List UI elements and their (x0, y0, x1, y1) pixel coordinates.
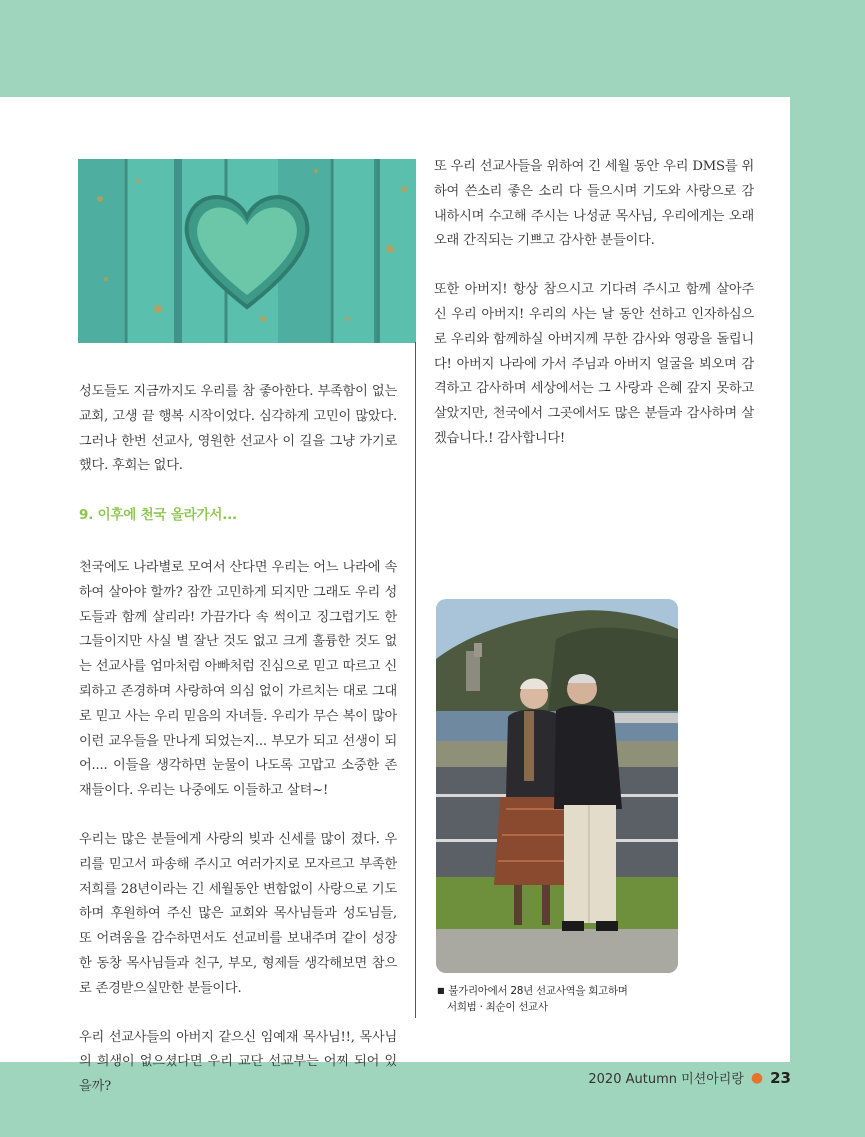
photo-caption (437, 983, 737, 1015)
section-heading: 9. 이후에 천국 올라가서... (79, 507, 237, 524)
caption-line-1: 불가리아에서 28년 선교사역을 회고하며 (448, 985, 628, 997)
wooden-heart-image (78, 159, 416, 343)
footer-dot-icon: ● (750, 1069, 764, 1086)
caption-line-2: 서희범 · 최순이 선교사 (447, 1001, 548, 1013)
left-paragraph-2: 천국에도 나라별로 모여서 산다면 우리는 어느 나라에 속하여 살아야 할까? 잠깐 고민하게 되지만 그래도 우리 성도들과 함께 살리라! 가끔가다 속 썩이고 징그럽기도 한 그들이지만 사실 별 잘난 것도 없고 크게 훌륭한 것도 없는 선교사를 엄마처럼 아빠처럼 진심으로 믿고 따르고 신뢰하고 존경하며 사랑하여 의심 없이 가르치는 대로 그대로 믿고 사는 우리 믿음의 자녀들. 우리가 무슨 복이 많아 이런 교우들을 만나게 되었는지... 부모가 되고 선생이 되어.... 이들을 생각하면 눈물이 나도록 고맙고 소중한 존재들이다. 우리는 나중에도 이들하고 살텨~! (79, 559, 397, 799)
right-paragraph-2: 또한 아버지! 항상 참으시고 기다려 주시고 함께 살아주신 우리 아버지! 우리의 사는 날 동안 선하고 인자하심으로 우리와 함께하실 아버지께 무한 감사와 영광을 돌립니다! 아버지 나라에 가서 주님과 아버지 얼굴을 뵈오며 감격하고 감사하며 세상에서는 그 사랑과 은혜 갚지 못하고 살았지만, 천국에서 그곳에서도 많은 분들과 감사하며 살겠습니다.! 감사합니다! (434, 282, 754, 446)
page-footer (588, 1068, 791, 1087)
left-paragraph-1: 성도들도 지금까지도 우리를 참 좋아한다. 부족함이 없는 교회, 고생 끝 행복 시작이었다. 심각하게 고민이 많았다. 그러나 한번 선교사, 영원한 선교사 이 길을 그냥 가기로 했다. 후회는 없다. (79, 384, 397, 474)
page-number: 23 (770, 1068, 791, 1087)
left-column (79, 380, 397, 1100)
caption-bullet-icon: ■ (437, 986, 445, 995)
left-paragraph-3: 우리는 많은 분들에게 사랑의 빚과 신세를 많이 졌다. 우리를 믿고서 파송해 주시고 여러가지로 모자르고 부족한 저희를 28년이라는 긴 세월동안 변함없이 사랑으로 기도하며 후원하여 주신 많은 교회와 목사님들과 성도님들, 또 어려움을 감수하면서도 선교비를 보내주며 같이 성장한 동창 목사님들과 친구, 부모, 형제들 생각해보면 참으로 존경받으실만한 분들이다. (79, 831, 397, 996)
column-divider (415, 342, 416, 1018)
magazine-name: 2020 Autumn 미션아리랑 (588, 1072, 744, 1087)
left-paragraph-4: 우리 선교사들의 아버지 같으신 임예재 목사님!!, 목사님의 희생이 없으셨다면 우리 교단 선교부는 어찌 되어 있을까? (79, 1029, 397, 1095)
right-column (434, 155, 754, 452)
missionary-couple-photo (436, 599, 678, 973)
right-paragraph-1: 또 우리 선교사들을 위하여 긴 세월 동안 우리 DMS를 위하여 쓴소리 좋은 소리 다 들으시며 기도와 사랑으로 감내하시며 수고해 주시는 나성균 목사님, 우리에게는 오래오래 간직되는 기쁘고 감사한 분들이다. (434, 159, 754, 249)
